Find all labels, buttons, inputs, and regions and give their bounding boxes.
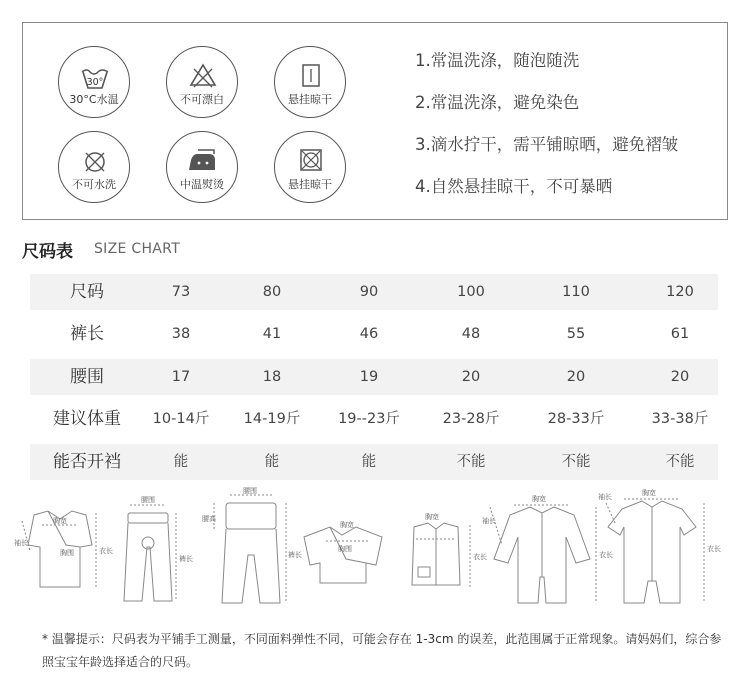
care-icon-label: 不可漂白 xyxy=(180,93,224,106)
care-instructions-panel xyxy=(22,22,728,220)
clothes-long-label: 衣长 xyxy=(599,551,613,559)
clothes-long-label: 衣长 xyxy=(473,553,487,561)
sleeve-long-label: 袖长 xyxy=(14,539,28,547)
table-cell: 23-28斤 xyxy=(442,411,500,427)
table-cell: 90 xyxy=(359,284,379,300)
care-line: 3.滴水拧干，需平铺晾晒，避免褶皱 xyxy=(415,135,679,154)
table-row xyxy=(30,274,718,310)
table-cell: 能 xyxy=(361,454,377,470)
no-bleach-icon xyxy=(166,46,238,118)
table-cell: 不能 xyxy=(665,454,695,470)
size-note: * 温馨提示：尺码表为平铺手工测量，不同面料弹性不同，可能会存在 1-3cm 的误差，此范围属于正常现象。请妈妈们，综合参照宝宝年龄选择适合的尺码。 xyxy=(42,632,722,669)
table-cell: 10-14斤 xyxy=(152,411,210,427)
wrap-top-diagram xyxy=(304,527,382,583)
table-cell: 不能 xyxy=(561,454,591,470)
table-cell: 14-19斤 xyxy=(243,411,301,427)
table-cell: 80 xyxy=(262,284,282,300)
care-icon-label: 中温熨烫 xyxy=(180,178,224,191)
table-cell: 20 xyxy=(566,369,586,385)
romper-short-sleeve-diagram xyxy=(606,499,704,603)
chest-width-label: 胸宽 xyxy=(425,513,439,521)
table-row xyxy=(30,444,718,480)
table-cell: 17 xyxy=(171,369,191,385)
chest-width-label: 胸宽 xyxy=(642,489,656,497)
table-cell: 18 xyxy=(262,369,282,385)
measurement-diagrams xyxy=(0,485,750,615)
care-line: 4.自然悬挂晾干，不可暴晒 xyxy=(415,177,613,196)
care-icon-label: 悬挂晾干 xyxy=(288,178,332,191)
wash-30-icon xyxy=(58,46,130,118)
chest-width-label: 胸宽 xyxy=(340,521,354,529)
size-chart-title: 尺码表 xyxy=(22,242,73,262)
high-waist-pants-diagram xyxy=(214,495,286,603)
table-row xyxy=(30,401,718,437)
size-chart-subtitle: SIZE CHART xyxy=(94,241,181,257)
table-cell: 120 xyxy=(666,284,694,300)
table-cell: 48 xyxy=(461,326,481,342)
table-cell: 55 xyxy=(566,326,586,342)
care-line: 1.常温洗涤，随泡随洗 xyxy=(415,51,580,70)
care-line: 2.常温洗涤，避免染色 xyxy=(415,93,580,112)
table-cell: 不能 xyxy=(456,454,486,470)
pants-long-label: 裤长 xyxy=(179,555,193,563)
table-cell: 19--23斤 xyxy=(338,411,400,427)
table-cell: 38 xyxy=(171,326,191,342)
table-cell: 能 xyxy=(264,454,280,470)
table-cell: 19 xyxy=(359,369,379,385)
table-cell: 20 xyxy=(670,369,690,385)
waist-label: 腰围 xyxy=(243,487,257,495)
waist-label: 腰围 xyxy=(141,496,155,504)
hang-dry-icon xyxy=(274,46,346,118)
sleeve-long-label: 袖长 xyxy=(598,493,612,501)
table-cell: 46 xyxy=(359,326,379,342)
table-cell: 61 xyxy=(670,326,690,342)
wash-temp-text: 30° xyxy=(86,77,104,88)
chest-circ-label: 胸围 xyxy=(338,545,352,553)
chest-width-label: 胸宽 xyxy=(532,495,546,503)
row-label: 裤长 xyxy=(70,324,104,344)
tumble-hang-icon xyxy=(274,131,346,203)
iron-medium-icon xyxy=(166,131,238,203)
table-cell: 41 xyxy=(262,326,282,342)
waist-height-label: 腰高 xyxy=(202,515,216,523)
vest-diagram xyxy=(412,523,470,587)
table-cell: 73 xyxy=(171,284,191,300)
table-cell: 28-33斤 xyxy=(547,411,605,427)
table-cell: 能 xyxy=(173,454,189,470)
chest-width-label: 胸宽 xyxy=(53,517,67,525)
care-icon-label: 悬挂晾干 xyxy=(288,93,332,106)
pants-long-label: 裤长 xyxy=(288,551,302,559)
table-cell: 33-38斤 xyxy=(651,411,709,427)
row-label: 能否开裆 xyxy=(53,452,121,472)
row-label: 尺码 xyxy=(70,282,104,302)
table-cell: 110 xyxy=(562,284,590,300)
pants-diagram xyxy=(124,505,176,601)
table-cell: 100 xyxy=(457,284,485,300)
clothes-long-label: 衣长 xyxy=(99,547,113,555)
sleeve-long-label: 袖长 xyxy=(482,517,496,525)
no-wash-icon xyxy=(58,131,130,203)
romper-long-sleeve-diagram xyxy=(490,505,596,603)
table-row xyxy=(30,359,718,395)
row-label: 腰围 xyxy=(70,367,104,387)
table-cell: 20 xyxy=(461,369,481,385)
table-row xyxy=(30,316,718,352)
chest-circ-label: 胸围 xyxy=(60,549,74,557)
clothes-long-label: 衣长 xyxy=(707,545,721,553)
row-label: 建议体重 xyxy=(53,409,121,429)
care-icon-label: 30°C水温 xyxy=(69,93,119,106)
care-icon-label: 不可水洗 xyxy=(72,178,116,191)
